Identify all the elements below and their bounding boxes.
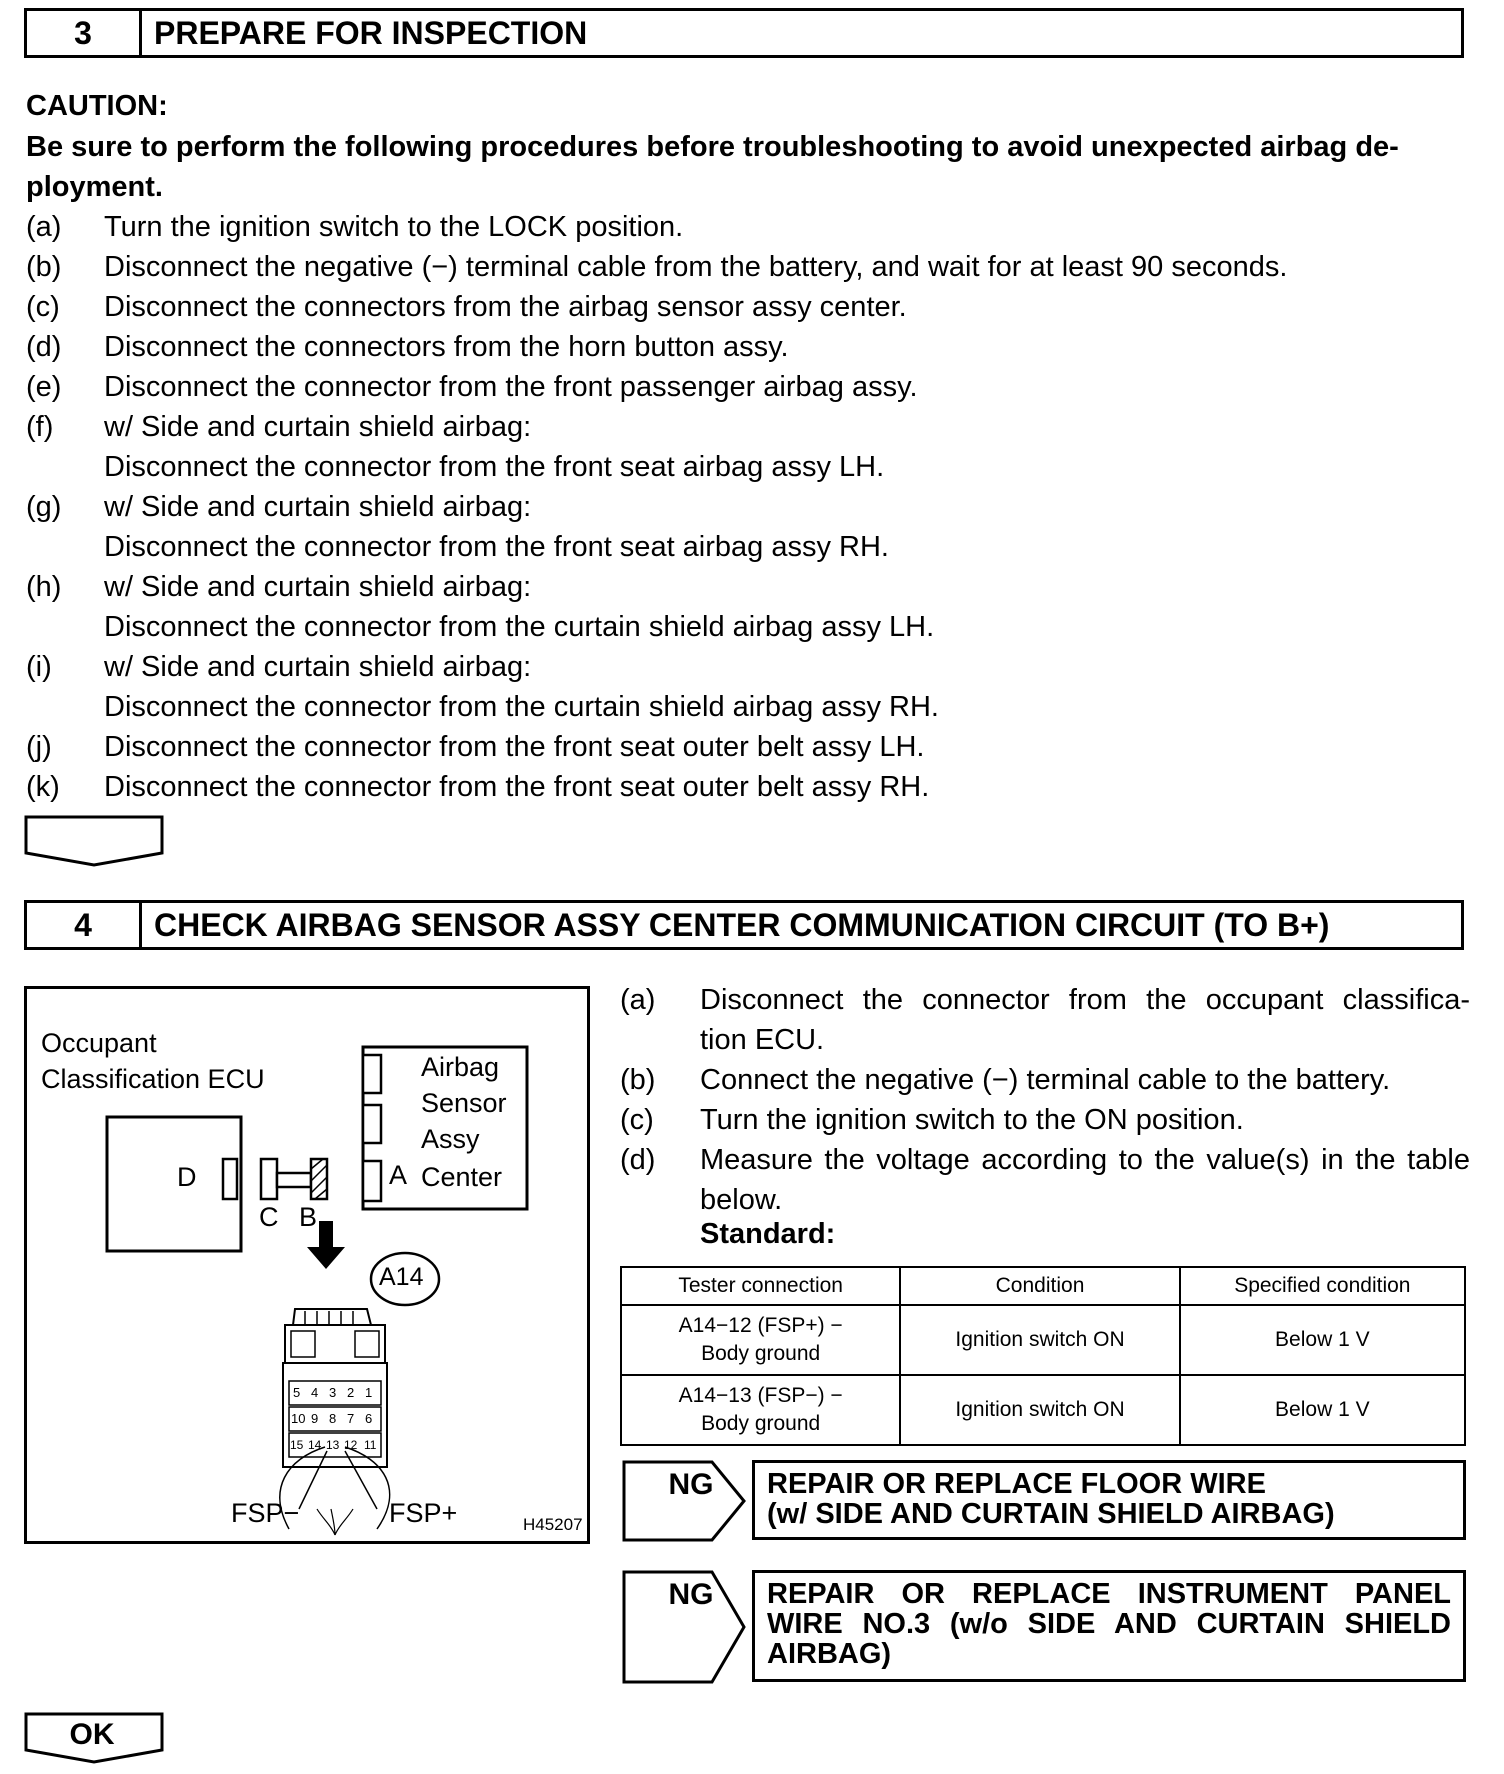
standard-label: Standard: xyxy=(700,1218,836,1250)
item-text: w/ Side and curtain shield airbag: xyxy=(104,491,532,523)
list-item xyxy=(26,247,1466,287)
item-text: Disconnect the connector from the front seat airbag assy RH. xyxy=(104,531,889,563)
fsp-minus-label: FSP− xyxy=(231,1498,300,1528)
list-item xyxy=(26,207,1466,247)
caution-title: CAUTION: xyxy=(26,90,168,122)
ng-text-line: AIRBAG) xyxy=(767,1638,892,1670)
ok-label: OK xyxy=(69,1718,115,1751)
pin-label: 12 xyxy=(344,1438,358,1452)
connector-label: B xyxy=(299,1202,318,1232)
table-cell: Ignition switch ON xyxy=(900,1305,1179,1375)
item-label: (a) xyxy=(620,984,656,1016)
connector-id: A14 xyxy=(379,1263,424,1291)
pin-label: 10 xyxy=(291,1411,306,1426)
item-text: Disconnect the connector from the curtain shield airbag assy LH. xyxy=(104,611,935,643)
table-cell: A14−13 (FSP−) − Body ground xyxy=(621,1375,900,1445)
list-item xyxy=(26,327,1466,367)
item-label: (h) xyxy=(26,571,62,603)
pin-label: 4 xyxy=(311,1385,319,1400)
item-label: (j) xyxy=(26,731,52,763)
item-label: (d) xyxy=(620,1144,656,1176)
sensor-label: Sensor xyxy=(421,1088,507,1118)
item-text: w/ Side and curtain shield airbag: xyxy=(104,571,532,603)
item-text: Disconnect the connector from the front seat outer belt assy RH. xyxy=(104,771,930,803)
list-item-continuation xyxy=(620,1020,1470,1060)
table-row xyxy=(621,1375,1465,1445)
list-item-continuation xyxy=(620,1180,1470,1220)
pin-label: 5 xyxy=(293,1385,301,1400)
item-text: Disconnect the connectors from the airbag sensor assy center. xyxy=(104,291,907,323)
list-item xyxy=(26,367,1466,407)
fsp-plus-label: FSP+ xyxy=(389,1498,458,1528)
ng-text-line: REPAIR OR REPLACE INSTRUMENT PANEL xyxy=(767,1578,1451,1610)
step-title: PREPARE FOR INSPECTION xyxy=(154,14,588,51)
list-item xyxy=(620,1100,1470,1140)
item-label: (g) xyxy=(26,491,62,523)
list-item xyxy=(26,767,1466,807)
figure-id: H45207 xyxy=(523,1515,583,1534)
item-label: (e) xyxy=(26,371,62,403)
pin-label: 8 xyxy=(329,1411,337,1426)
ng-label: NG xyxy=(668,1578,714,1611)
table-cell: Below 1 V xyxy=(1180,1375,1465,1445)
pin-label: 9 xyxy=(311,1411,319,1426)
pin-label: 7 xyxy=(347,1411,355,1426)
ng-text-line: WIRE NO.3 (w/o SIDE AND CURTAIN SHIELD xyxy=(767,1608,1451,1640)
step-title: CHECK AIRBAG SENSOR ASSY CENTER COMMUNICATION CIRCUIT (TO B+) xyxy=(154,906,1330,943)
step-number: 3 xyxy=(27,11,142,55)
list-item-continuation xyxy=(26,687,1466,727)
item-label: (c) xyxy=(26,291,60,323)
ng-result-1 xyxy=(622,1460,1466,1540)
sensor-label: Center xyxy=(421,1162,503,1192)
spec-table xyxy=(620,1266,1466,1446)
sensor-label: Assy xyxy=(421,1124,480,1154)
connector-label: A xyxy=(389,1160,408,1190)
item-label: (i) xyxy=(26,651,52,683)
ok-result xyxy=(24,1712,164,1773)
sensor-label: Airbag xyxy=(421,1052,500,1082)
ng-text-line: (w/ SIDE AND CURTAIN SHIELD AIRBAG) xyxy=(767,1498,1335,1530)
list-item xyxy=(26,567,1466,607)
table-cell: Below 1 V xyxy=(1180,1305,1465,1375)
step-4-list xyxy=(620,980,1470,1220)
step-number: 4 xyxy=(27,903,142,947)
item-text: Disconnect the connector from the front passenger airbag assy. xyxy=(104,371,918,403)
ng-repair-text xyxy=(752,1570,1466,1682)
list-item xyxy=(26,407,1466,447)
pin-label: 6 xyxy=(365,1411,373,1426)
item-text: Disconnect the connector from the occupant classifica- xyxy=(700,984,1470,1016)
wiring-diagram xyxy=(24,986,590,1544)
item-text: Turn the ignition switch to the LOCK position. xyxy=(104,211,684,243)
item-label: (a) xyxy=(26,211,62,243)
list-item-continuation xyxy=(26,447,1466,487)
ng-repair-text xyxy=(752,1460,1466,1540)
item-label: (k) xyxy=(26,771,60,803)
list-item xyxy=(620,980,1470,1020)
pin-label: 2 xyxy=(347,1385,355,1400)
item-text: w/ Side and curtain shield airbag: xyxy=(104,651,532,683)
step-3-header xyxy=(24,8,1464,58)
list-item xyxy=(620,1060,1470,1100)
pin-label: 11 xyxy=(364,1438,377,1452)
table-row xyxy=(621,1305,1465,1375)
list-item-continuation xyxy=(26,527,1466,567)
list-item xyxy=(620,1140,1470,1180)
item-text: Connect the negative (−) terminal cable to the battery. xyxy=(700,1064,1391,1096)
pin-label: 13 xyxy=(326,1438,340,1452)
table-header: Condition xyxy=(900,1267,1179,1305)
next-step-arrow-icon xyxy=(24,815,164,876)
ecu-label: Classification ECU xyxy=(41,1064,265,1094)
item-text: Turn the ignition switch to the ON position. xyxy=(700,1104,1244,1136)
ecu-label: Occupant xyxy=(41,1028,157,1058)
list-item xyxy=(26,727,1466,767)
table-header-row xyxy=(621,1267,1465,1305)
step-3-list xyxy=(26,207,1466,807)
item-text: Disconnect the connector from the front seat outer belt assy LH. xyxy=(104,731,925,763)
item-text: tion ECU. xyxy=(700,1024,825,1056)
connector-label: C xyxy=(259,1202,279,1232)
list-item-continuation xyxy=(26,607,1466,647)
item-text: Disconnect the connectors from the horn button assy. xyxy=(104,331,789,363)
ng-result-2 xyxy=(622,1570,1466,1682)
list-item xyxy=(26,647,1466,687)
item-label: (f) xyxy=(26,411,54,443)
item-label: (b) xyxy=(26,251,62,283)
item-text: Disconnect the connector from the front seat airbag assy LH. xyxy=(104,451,885,483)
list-item xyxy=(26,287,1466,327)
item-text: below. xyxy=(700,1184,783,1216)
item-label: (b) xyxy=(620,1064,656,1096)
item-label: (c) xyxy=(620,1104,654,1136)
table-header: Specified condition xyxy=(1180,1267,1465,1305)
table-header: Tester connection xyxy=(621,1267,900,1305)
item-text: Disconnect the negative (−) terminal cable from the battery, and wait for at least 90 seconds. xyxy=(104,251,1288,283)
item-text: w/ Side and curtain shield airbag: xyxy=(104,411,532,443)
pin-label: 1 xyxy=(365,1385,373,1400)
connector-label: D xyxy=(177,1162,197,1192)
pin-label: 3 xyxy=(329,1385,337,1400)
table-cell: A14−12 (FSP+) − Body ground xyxy=(621,1305,900,1375)
item-text: Disconnect the connector from the curtain shield airbag assy RH. xyxy=(104,691,939,723)
item-text: Measure the voltage according to the value(s) in the table xyxy=(700,1144,1470,1176)
table-cell: Ignition switch ON xyxy=(900,1375,1179,1445)
caution-text: Be sure to perform the following procedures before troubleshooting to avoid unexpected airbag de-ployment. xyxy=(26,131,1399,203)
list-item xyxy=(26,487,1466,527)
ng-label: NG xyxy=(668,1468,714,1501)
item-label: (d) xyxy=(26,331,62,363)
step-4-header xyxy=(24,900,1464,950)
ng-text-line: REPAIR OR REPLACE FLOOR WIRE xyxy=(767,1468,1266,1500)
pin-label: 15 xyxy=(290,1438,304,1452)
pin-label: 14 xyxy=(308,1438,322,1452)
